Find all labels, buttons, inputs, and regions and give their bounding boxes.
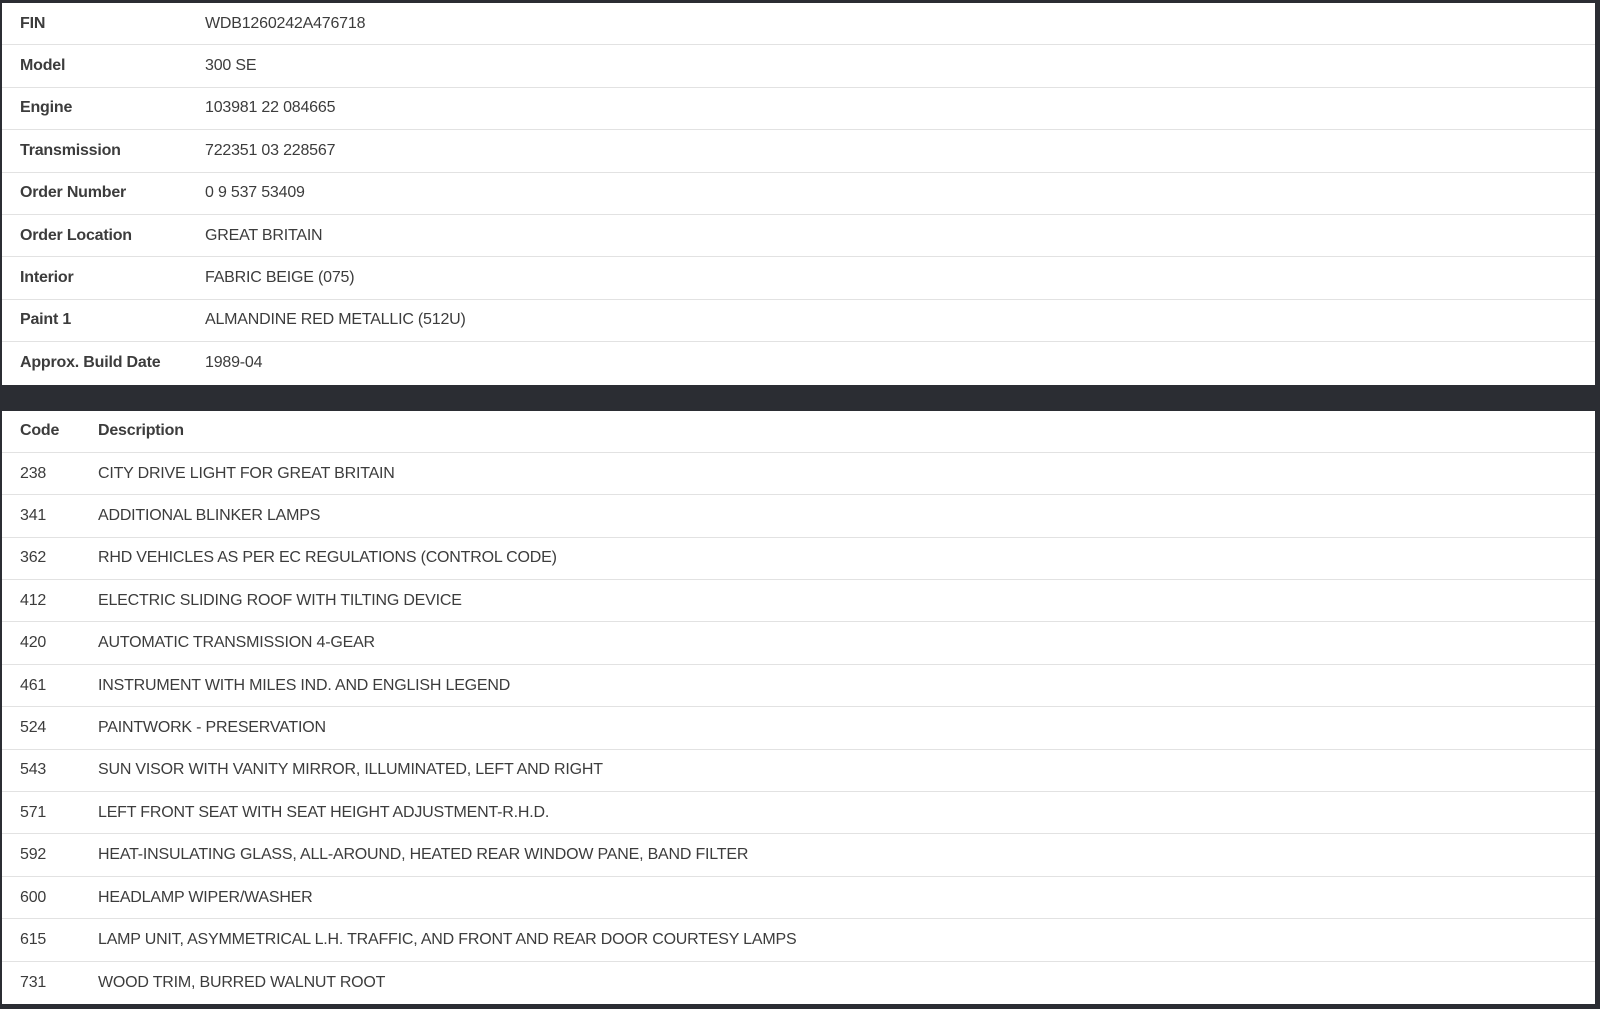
option-row <box>2 962 1595 1004</box>
option-description: ADDITIONAL BLINKER LAMPS <box>98 506 321 524</box>
spec-row-fin <box>2 3 1595 45</box>
vehicle-info-table <box>2 3 1595 385</box>
option-code: 362 <box>20 549 47 567</box>
spec-value: 300 SE <box>205 57 257 75</box>
option-code: 420 <box>20 634 47 652</box>
spec-value: 103981 22 084665 <box>205 99 336 117</box>
option-description: AUTOMATIC TRANSMISSION 4-GEAR <box>98 634 375 652</box>
description-column-header: Description <box>98 422 184 440</box>
spec-value: ALMANDINE RED METALLIC (512U) <box>205 311 466 329</box>
spec-label: Order Number <box>20 184 127 202</box>
option-row <box>2 834 1595 876</box>
spec-value: FABRIC BEIGE (075) <box>205 269 355 287</box>
spec-row-engine <box>2 88 1595 130</box>
option-code: 592 <box>20 846 47 864</box>
option-description: ELECTRIC SLIDING ROOF WITH TILTING DEVICE <box>98 591 462 609</box>
option-description: RHD VEHICLES AS PER EC REGULATIONS (CONTROL CODE) <box>98 549 557 567</box>
option-description: SUN VISOR WITH VANITY MIRROR, ILLUMINATED, LEFT AND RIGHT <box>98 761 603 779</box>
option-code: 238 <box>20 464 47 482</box>
option-codes-table <box>2 411 1595 1004</box>
option-code: 571 <box>20 803 47 821</box>
option-code: 615 <box>20 930 47 948</box>
option-code: 341 <box>20 506 47 524</box>
spec-row-paint <box>2 300 1595 342</box>
option-description: LEFT FRONT SEAT WITH SEAT HEIGHT ADJUSTMENT-R.H.D. <box>98 803 550 821</box>
option-code: 524 <box>20 718 47 736</box>
spec-label: Transmission <box>20 141 121 159</box>
option-description: WOOD TRIM, BURRED WALNUT ROOT <box>98 973 386 991</box>
option-row <box>2 495 1595 537</box>
option-code: 600 <box>20 888 47 906</box>
option-row <box>2 792 1595 834</box>
spec-label: Order Location <box>20 226 132 244</box>
option-description: INSTRUMENT WITH MILES IND. AND ENGLISH LEGEND <box>98 676 511 694</box>
spec-row-transmission <box>2 130 1595 172</box>
spec-label: Approx. Build Date <box>20 354 161 372</box>
option-row <box>2 538 1595 580</box>
option-code: 412 <box>20 591 47 609</box>
code-column-header: Code <box>20 422 60 440</box>
option-description: HEADLAMP WIPER/WASHER <box>98 888 313 906</box>
option-table-header <box>2 411 1595 453</box>
option-row <box>2 665 1595 707</box>
spec-row-interior <box>2 257 1595 299</box>
option-code: 543 <box>20 761 47 779</box>
spec-label: Paint 1 <box>20 311 72 329</box>
option-row <box>2 580 1595 622</box>
spec-row-build-date <box>2 342 1595 384</box>
option-row <box>2 750 1595 792</box>
spec-row-order-location <box>2 215 1595 257</box>
spec-value: 1989-04 <box>205 354 263 372</box>
spec-label: Interior <box>20 269 74 287</box>
spec-value: 0 9 537 53409 <box>205 184 305 202</box>
option-row <box>2 707 1595 749</box>
spec-value: 722351 03 228567 <box>205 141 336 159</box>
option-row <box>2 919 1595 961</box>
option-code: 731 <box>20 973 47 991</box>
spec-row-order-number <box>2 173 1595 215</box>
option-description: CITY DRIVE LIGHT FOR GREAT BRITAIN <box>98 464 395 482</box>
option-description: LAMP UNIT, ASYMMETRICAL L.H. TRAFFIC, AND FRONT AND REAR DOOR COURTESY LAMPS <box>98 930 797 948</box>
option-row <box>2 453 1595 495</box>
option-row <box>2 622 1595 664</box>
option-description: HEAT-INSULATING GLASS, ALL-AROUND, HEATED REAR WINDOW PANE, BAND FILTER <box>98 846 749 864</box>
option-code: 461 <box>20 676 47 694</box>
spec-label: FIN <box>20 14 46 32</box>
option-description: PAINTWORK - PRESERVATION <box>98 718 326 736</box>
spec-value: WDB1260242A476718 <box>205 14 366 32</box>
spec-value: GREAT BRITAIN <box>205 226 323 244</box>
spec-label: Engine <box>20 99 73 117</box>
spec-row-model <box>2 45 1595 87</box>
option-row <box>2 877 1595 919</box>
spec-label: Model <box>20 57 66 75</box>
